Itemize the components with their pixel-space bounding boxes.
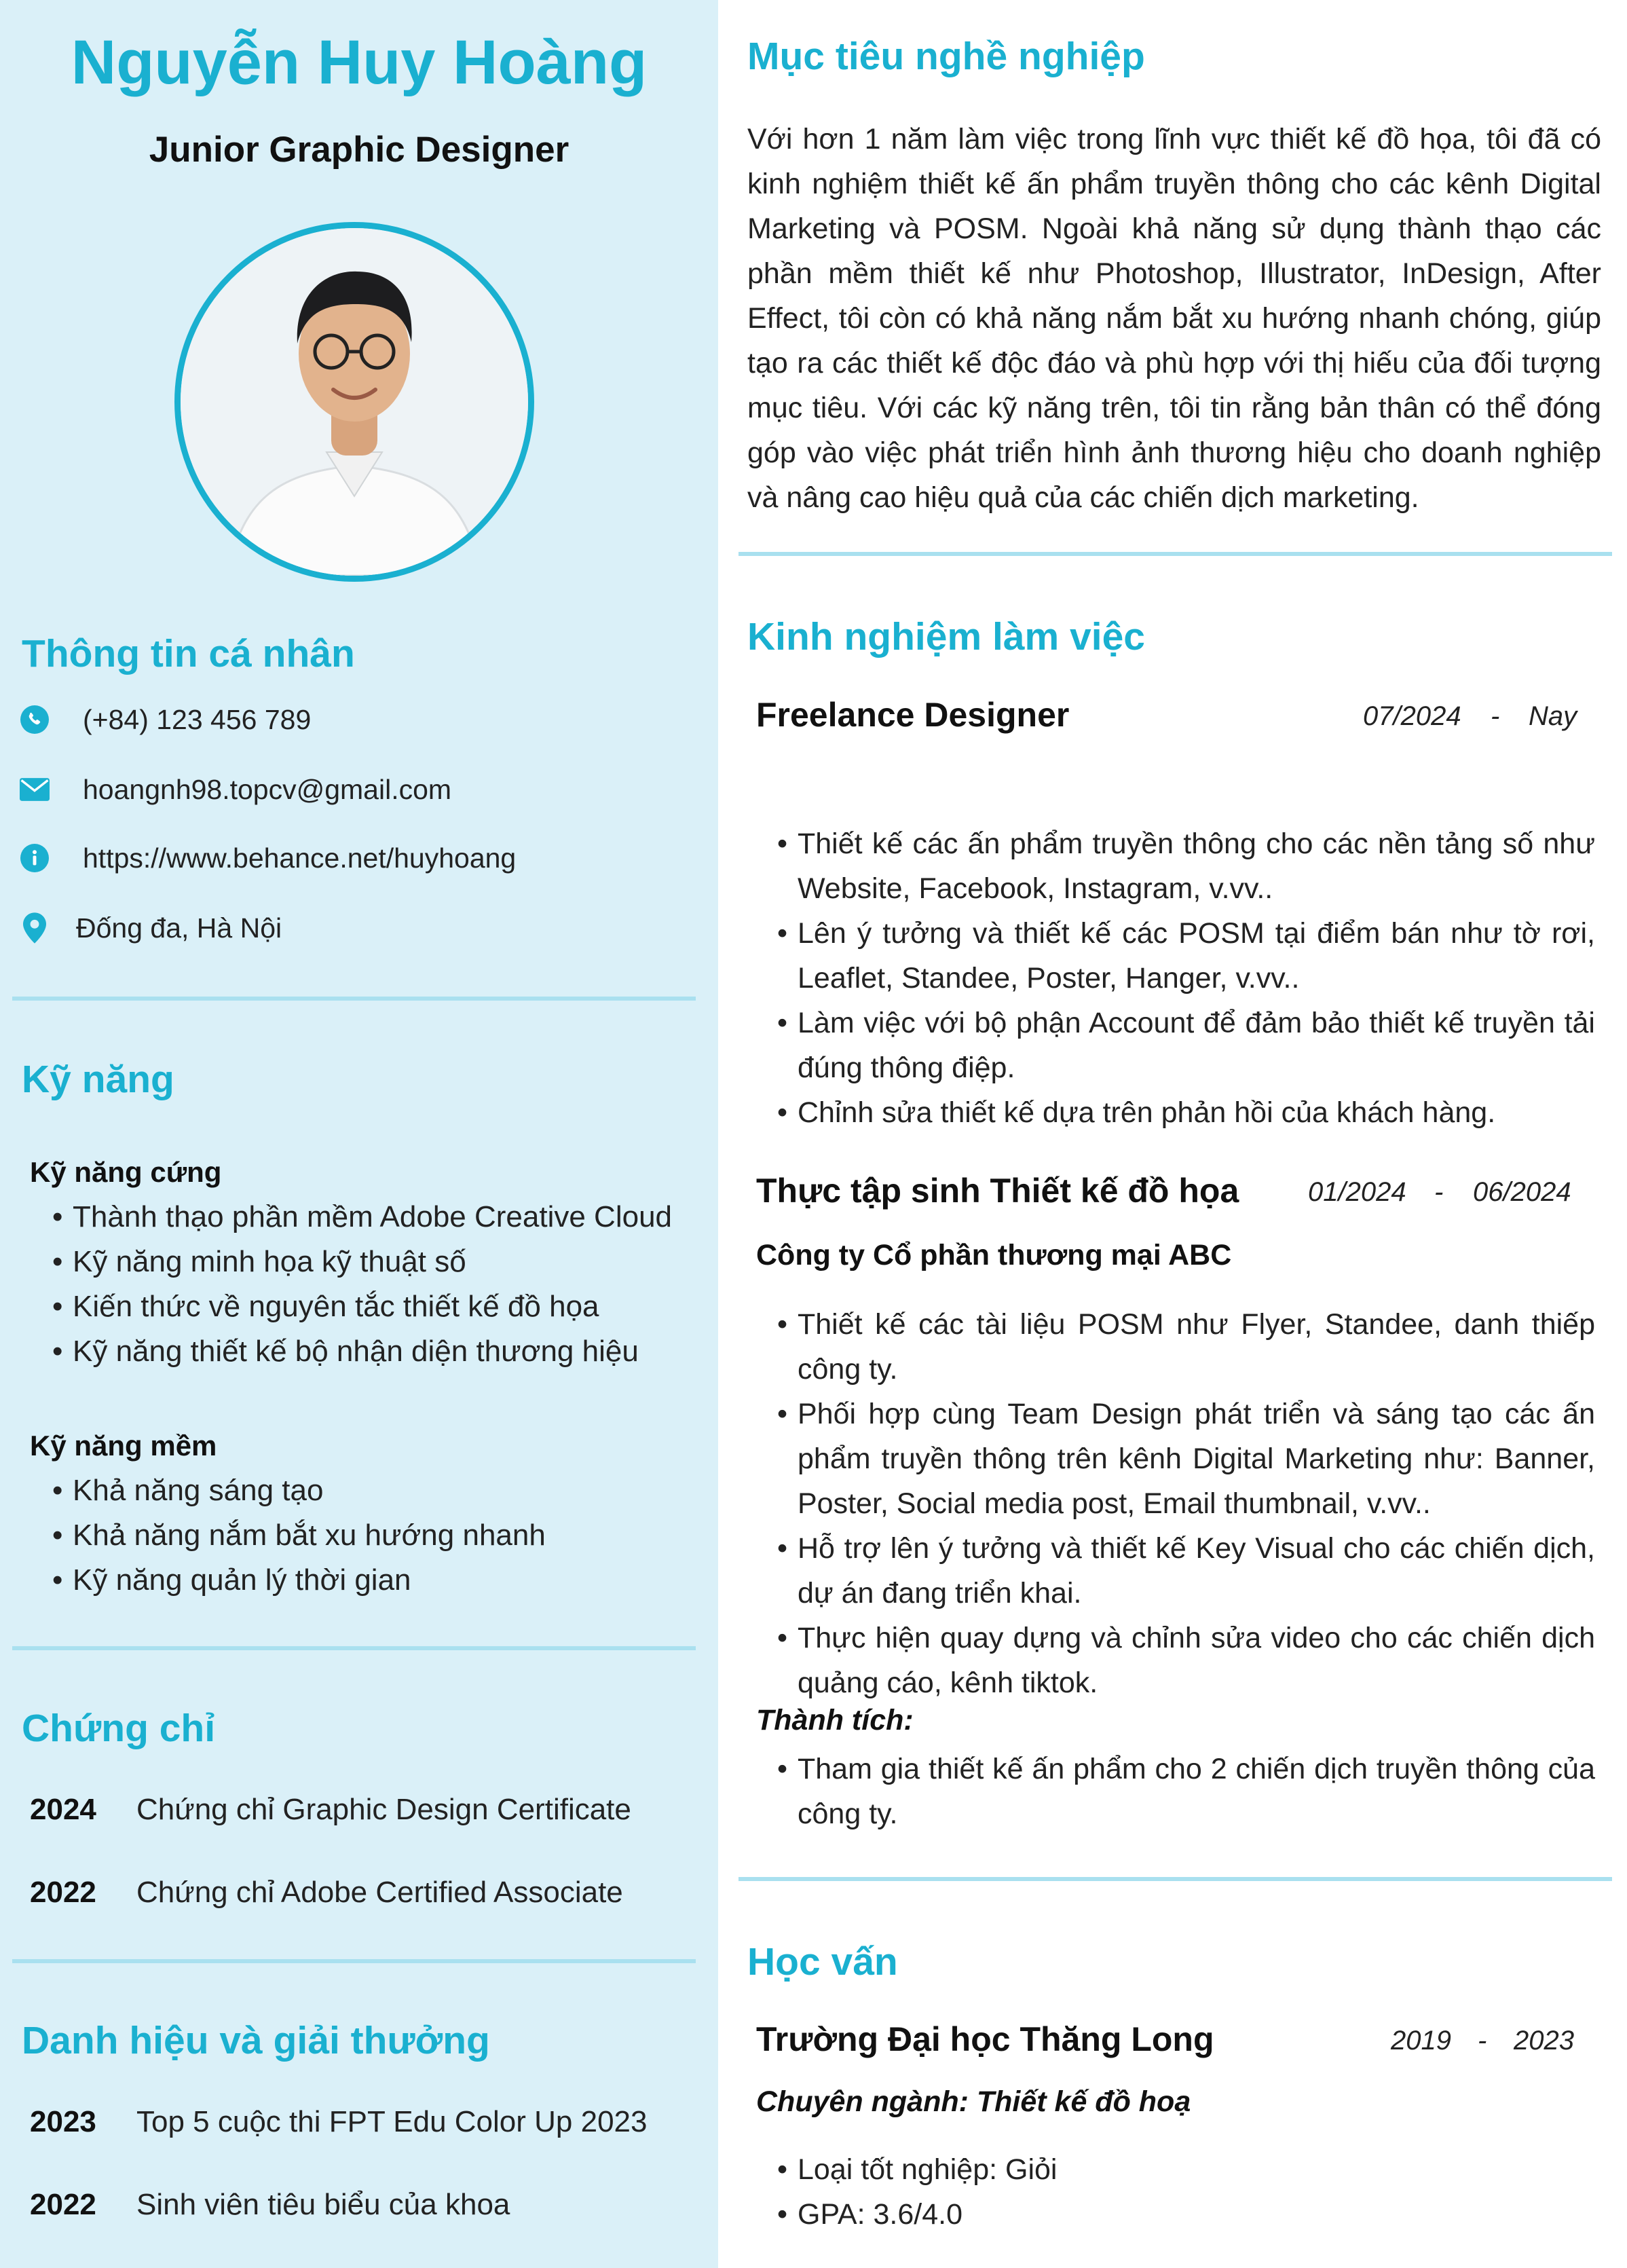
award-name: Sinh viên tiêu biểu của khoa — [136, 2188, 510, 2221]
list-item: • Khả năng nắm bắt xu hướng nhanh — [52, 1513, 546, 1558]
award-row — [30, 2188, 510, 2222]
list-item: • Phối hợp cùng Team Design phát triển và sáng tạo các ấn phẩm truyền thông trên kênh Digital Marketing như: Banner, Poster, Social media post, Email thumbnail, v.vv.. — [777, 1392, 1595, 1526]
certificates-title: Chứng chỉ — [22, 1707, 216, 1750]
list-item: • Khả năng sáng tạo — [52, 1468, 546, 1513]
candidate-name: Nguyễn Huy Hoàng — [71, 28, 648, 97]
award-year: 2023 — [30, 2105, 96, 2138]
education-details-list — [777, 2147, 1595, 2237]
personal-info-title: Thông tin cá nhân — [22, 632, 355, 675]
address-text: Đống đa, Hà Nội — [76, 912, 282, 944]
skills-title: Kỹ năng — [22, 1058, 174, 1101]
hard-skills-list — [52, 1195, 672, 1374]
edu-start-date: 2019 — [1391, 2026, 1451, 2056]
phone-icon — [19, 704, 50, 735]
list-item: • Thiết kế các tài liệu POSM như Flyer, Standee, danh thiếp công ty. — [777, 1302, 1595, 1392]
divider — [738, 552, 1612, 556]
certificate-year: 2024 — [30, 1793, 96, 1826]
avatar — [174, 222, 534, 582]
list-item: • Thực hiện quay dựng và chỉnh sửa video cho các chiến dịch quảng cáo, kênh tiktok. — [777, 1616, 1595, 1705]
soft-skills-list — [52, 1468, 546, 1603]
divider — [738, 1877, 1612, 1881]
list-item: • Lên ý tưởng và thiết kế các POSM tại điểm bán như tờ rơi, Leaflet, Standee, Poster, Hanger, v.vv.. — [777, 911, 1595, 1001]
list-item: • Kỹ năng minh họa kỹ thuật số — [52, 1240, 672, 1284]
certificate-name: Chứng chỉ Adobe Certified Associate — [136, 1876, 623, 1909]
contact-address — [19, 908, 282, 948]
award-year: 2022 — [30, 2188, 96, 2221]
edu-end-date: 2023 — [1514, 2026, 1574, 2056]
location-icon — [19, 912, 50, 944]
job-title: Freelance Designer — [756, 696, 1070, 734]
school-name: Trường Đại học Thăng Long — [756, 2020, 1214, 2058]
divider — [12, 1959, 696, 1963]
experience-title: Kinh nghiệm làm việc — [747, 615, 1145, 658]
achievement-list — [777, 1747, 1595, 1836]
list-item: • Kỹ năng quản lý thời gian — [52, 1558, 546, 1603]
soft-skills-title: Kỹ năng mềm — [30, 1430, 217, 1462]
list-item: • Chỉnh sửa thiết kế dựa trên phản hồi của khách hàng. — [777, 1090, 1595, 1135]
award-row — [30, 2105, 648, 2139]
contact-email[interactable] — [19, 769, 452, 810]
job-title: Thực tập sinh Thiết kế đồ họa — [756, 1172, 1239, 1210]
job-end-date: 06/2024 — [1473, 1177, 1571, 1207]
achievement-title: Thành tích: — [756, 1704, 914, 1736]
list-item: • Thiết kế các ấn phẩm truyền thông cho các nền tảng số như Website, Facebook, Instagram, v.vv.. — [777, 821, 1595, 911]
date-separator: - — [1478, 2026, 1487, 2056]
certificate-year: 2022 — [30, 1876, 96, 1909]
job-duties-list — [777, 821, 1595, 1135]
list-item: • GPA: 3.6/4.0 — [777, 2192, 1595, 2237]
date-separator: - — [1491, 701, 1500, 731]
mail-icon — [19, 774, 50, 805]
certificate-row — [30, 1793, 631, 1827]
website-text: https://www.behance.net/huyhoang — [83, 842, 517, 874]
email-text: hoangnh98.topcv@gmail.com — [83, 773, 452, 805]
job-start-date: 01/2024 — [1308, 1177, 1406, 1207]
job-duties-list — [777, 1302, 1595, 1705]
contact-phone[interactable] — [19, 699, 312, 740]
candidate-role: Junior Graphic Designer — [149, 130, 569, 170]
contact-website[interactable] — [19, 838, 517, 878]
divider — [12, 1646, 696, 1650]
objective-title: Mục tiêu nghề nghiệp — [747, 35, 1145, 78]
job-start-date: 07/2024 — [1363, 701, 1461, 731]
list-item: • Tham gia thiết kế ấn phẩm cho 2 chiến dịch truyền thông của công ty. — [777, 1747, 1595, 1836]
date-separator: - — [1434, 1177, 1444, 1207]
list-item: • Loại tốt nghiệp: Giỏi — [777, 2147, 1595, 2192]
list-item: • Thành thạo phần mềm Adobe Creative Cloud — [52, 1195, 672, 1240]
certificate-name: Chứng chỉ Graphic Design Certificate — [136, 1793, 631, 1826]
divider — [12, 997, 696, 1001]
major-text: Chuyên ngành: Thiết kế đồ hoạ — [756, 2085, 1191, 2118]
list-item: • Kỹ năng thiết kế bộ nhận diện thương hiệu — [52, 1329, 672, 1374]
education-title: Học vấn — [747, 1940, 898, 1984]
certificate-row — [30, 1876, 623, 1910]
company-name: Công ty Cổ phần thương mại ABC — [756, 1239, 1232, 1271]
objective-text: Với hơn 1 năm làm việc trong lĩnh vực thiết kế đồ họa, tôi đã có kinh nghiệm thiết kế ấn phẩm truyền thông cho các kênh Digital Marketing và POSM. Ngoài khả năng sử dụng thành thạo các phần mềm thiết kế như Photoshop, Illustrator, InDesign, After Effect, tôi còn có khả năng nắm bắt xu hướng nhanh chóng, giúp tạo ra các thiết kế độc đáo và phù hợp với thị hiếu của đối tượng mục tiêu. Với các kỹ năng trên, tôi tin rằng bản thân có thể đóng góp vào việc phát triển hình ảnh thương hiệu cho doanh nghiệp và nâng cao hiệu quả của các chiến dịch marketing. — [747, 123, 1601, 514]
list-item: • Hỗ trợ lên ý tưởng và thiết kế Key Visual cho các chiến dịch, dự án đang triển khai. — [777, 1526, 1595, 1616]
sidebar — [0, 0, 718, 2268]
phone-text: (+84) 123 456 789 — [83, 703, 312, 735]
job-end-date: Nay — [1529, 701, 1577, 731]
list-item: • Kiến thức về nguyên tắc thiết kế đồ họa — [52, 1284, 672, 1329]
awards-title: Danh hiệu và giải thưởng — [22, 2019, 490, 2062]
info-icon — [19, 842, 50, 874]
avatar-photo — [181, 228, 528, 576]
hard-skills-title: Kỹ năng cứng — [30, 1156, 222, 1188]
award-name: Top 5 cuộc thi FPT Edu Color Up 2023 — [136, 2105, 648, 2138]
list-item: • Làm việc với bộ phận Account để đảm bảo thiết kế truyền tải đúng thông điệp. — [777, 1001, 1595, 1090]
